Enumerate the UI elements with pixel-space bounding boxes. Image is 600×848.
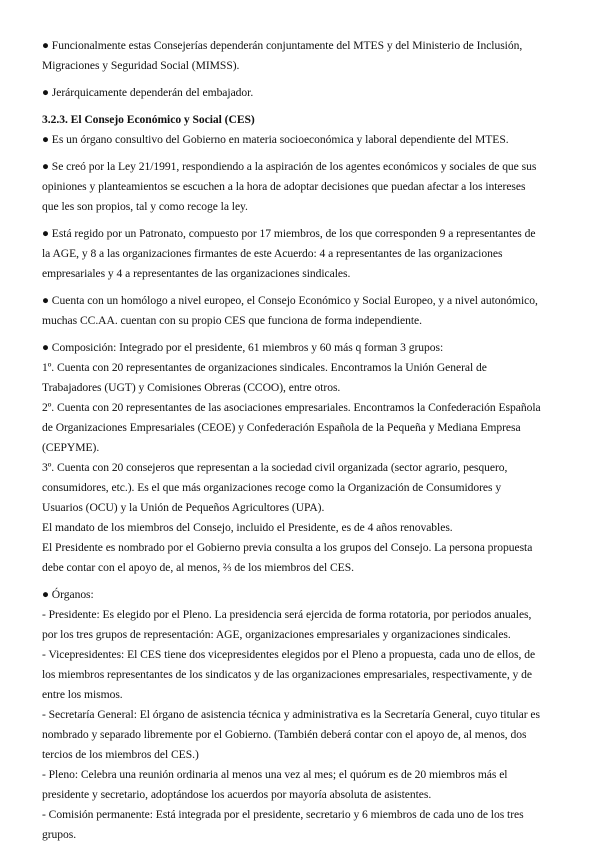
paragraph-pleno: - Pleno: Celebra una reunión ordinaria al menos una vez al mes; el quórum es de 20 miembros más el presidente y secretario, adoptándose los acuerdos por mayoría absoluta de asistentes. (42, 768, 508, 801)
paragraph-presidente-nombrado: El Presidente es nombrado por el Gobierno previa consulta a los grupos del Consejo. La persona propuesta debe contar con el apoyo de, al menos, ⅔ de los miembros del CES. (42, 541, 533, 574)
paragraph-consejerias: ● Funcionalmente estas Consejerías dependerán conjuntamente del MTES y del Ministerio de Inclusión, Migraciones y Seguridad Social (MIMSS). (42, 39, 523, 72)
paragraph-composicion: ● Composición: Integrado por el presidente, 61 miembros y 60 más q forman 3 grupos: (42, 341, 444, 354)
paragraph-organo-consultivo: ● Es un órgano consultivo del Gobierno en materia socioeconómica y laboral dependiente del MTES. (42, 133, 509, 146)
paragraph-patronato: ● Está regido por un Patronato, compuesto por 17 miembros, de los que corresponden 9 a representantes de la AGE, y 8 a las organizaciones firmantes de este Acuerdo: 4 a representantes de las organizaciones empresariales y 4 a representantes de las organizaciones sindicales. (42, 227, 536, 280)
paragraph-mandato: El mandato de los miembros del Consejo, incluido el Presidente, es de 4 años renovables. (42, 521, 453, 534)
section-heading-ces: 3.2.3. El Consejo Económico y Social (CES) (42, 113, 255, 126)
paragraph-grupo-3: 3º. Cuenta con 20 consejeros que representan a la sociedad civil organizada (sector agrario, pesquero, consumidores, etc.). Es el que más organizaciones recoge como la Organización de Consumidores y Usuarios (OCU) y la Unión de Pequeños Agricultores (UPA). (42, 461, 508, 514)
paragraph-presidente: - Presidente: Es elegido por el Pleno. La presidencia será ejercida de forma rotatoria, por periodos anuales, por los tres grupos de representación: AGE, organizaciones empresariales y organizaciones sindicales. (42, 608, 532, 641)
paragraph-ley: ● Se creó por la Ley 21/1991, respondiendo a la aspiración de los agentes económicos y sociales de que sus opiniones y planteamientos se escuchen a la hora de adoptar decisiones que puedan afectar a los intereses que les son propios, tal y como recoge la ley. (42, 160, 537, 213)
paragraph-secretaria: - Secretaría General: El órgano de asistencia técnica y administrativa es la Secretaría General, cuyo titular es nombrado y separado libremente por el Gobierno. (También deberá contar con el apoyo de, al menos, dos tercios de los miembros del CES.) (42, 708, 540, 761)
paragraph-comision: - Comisión permanente: Está integrada por el presidente, secretario y 6 miembros de cada uno de los tres grupos. (42, 808, 524, 841)
paragraph-grupo-2: 2º. Cuenta con 20 representantes de las asociaciones empresariales. Encontramos la Confederación Española de Organizaciones Empresariales (CEOE) y Confederación Española de la Pequeña y Mediana Empresa (CEPYME). (42, 401, 541, 454)
document-body (42, 36, 542, 845)
paragraph-organos: ● Órganos: (42, 588, 94, 601)
paragraph-homologo: ● Cuenta con un homólogo a nivel europeo, el Consejo Económico y Social Europeo, y a nivel autonómico, muchas CC.AA. cuentan con su propio CES que funciona de forma independiente. (42, 294, 538, 327)
paragraph-embajador: ● Jerárquicamente dependerán del embajador. (42, 86, 254, 99)
paragraph-vicepresidentes: - Vicepresidentes: El CES tiene dos vicepresidentes elegidos por el Pleno a propuesta, cada uno de ellos, de los miembros representantes de los sindicatos y de las organizaciones empresariales, respectivamente, y de entre los mismos. (42, 648, 536, 701)
paragraph-grupo-1: 1º. Cuenta con 20 representantes de organizaciones sindicales. Encontramos la Unión General de Trabajadores (UGT) y Comisiones Obreras (CCOO), entre otros. (42, 361, 487, 394)
